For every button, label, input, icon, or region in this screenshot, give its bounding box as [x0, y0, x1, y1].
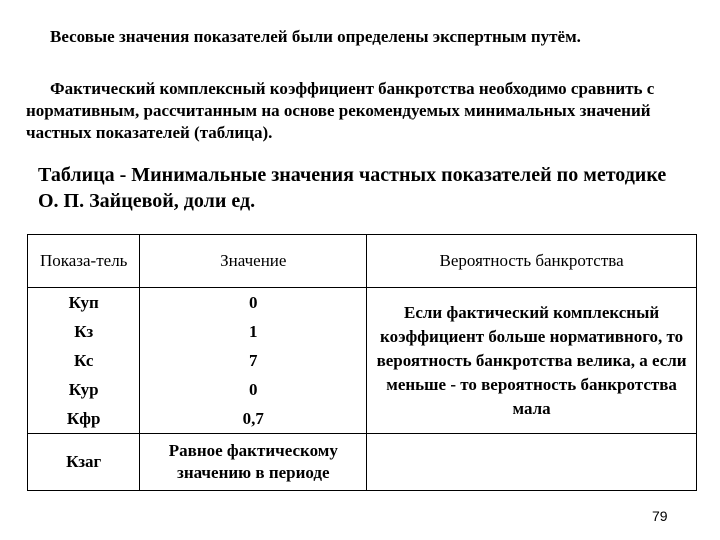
value-cell: 0,7	[140, 404, 367, 434]
indicator-cell: Кфр	[28, 404, 140, 434]
table-row	[28, 434, 697, 491]
value-cell: 7	[140, 346, 367, 375]
indicator-cell: Куп	[28, 288, 140, 318]
table-title: Таблица - Минимальные значения частных показателей по методике О. П. Зайцевой, доли ед.	[38, 164, 667, 212]
header-probability: Вероятность банкротства	[367, 235, 697, 288]
header-value: Значение	[140, 235, 367, 288]
probability-note: Если фактический комплексный коэффициент больше нормативного, то вероятность банкротства велика, а если меньше - то вероятность банкротства мала	[367, 288, 697, 434]
header-indicator: Показа-тель	[28, 235, 140, 288]
value-cell: 0	[140, 288, 367, 318]
value-cell: Равное фактическому значению в периоде	[140, 434, 367, 491]
indicator-cell: Кз	[28, 317, 140, 346]
value-cell: 1	[140, 317, 367, 346]
indicator-cell: Кзаг	[28, 434, 140, 491]
table-row	[28, 288, 697, 318]
empty-cell	[367, 434, 697, 491]
table-header-row	[28, 235, 697, 288]
indicator-cell: Кур	[28, 375, 140, 404]
indicator-cell: Кс	[28, 346, 140, 375]
page-number: 79	[652, 508, 668, 524]
value-cell: 0	[140, 375, 367, 404]
paragraph-weights: Весовые значения показателей были определены экспертным путём.	[50, 27, 581, 46]
indicators-table	[27, 234, 697, 491]
paragraph-comparison: Фактический комплексный коэффициент банкротства необходимо сравнить с нормативным, рассчитанным на основе рекомендуемых минимальных значений частных показателей (таблица).	[26, 79, 655, 142]
